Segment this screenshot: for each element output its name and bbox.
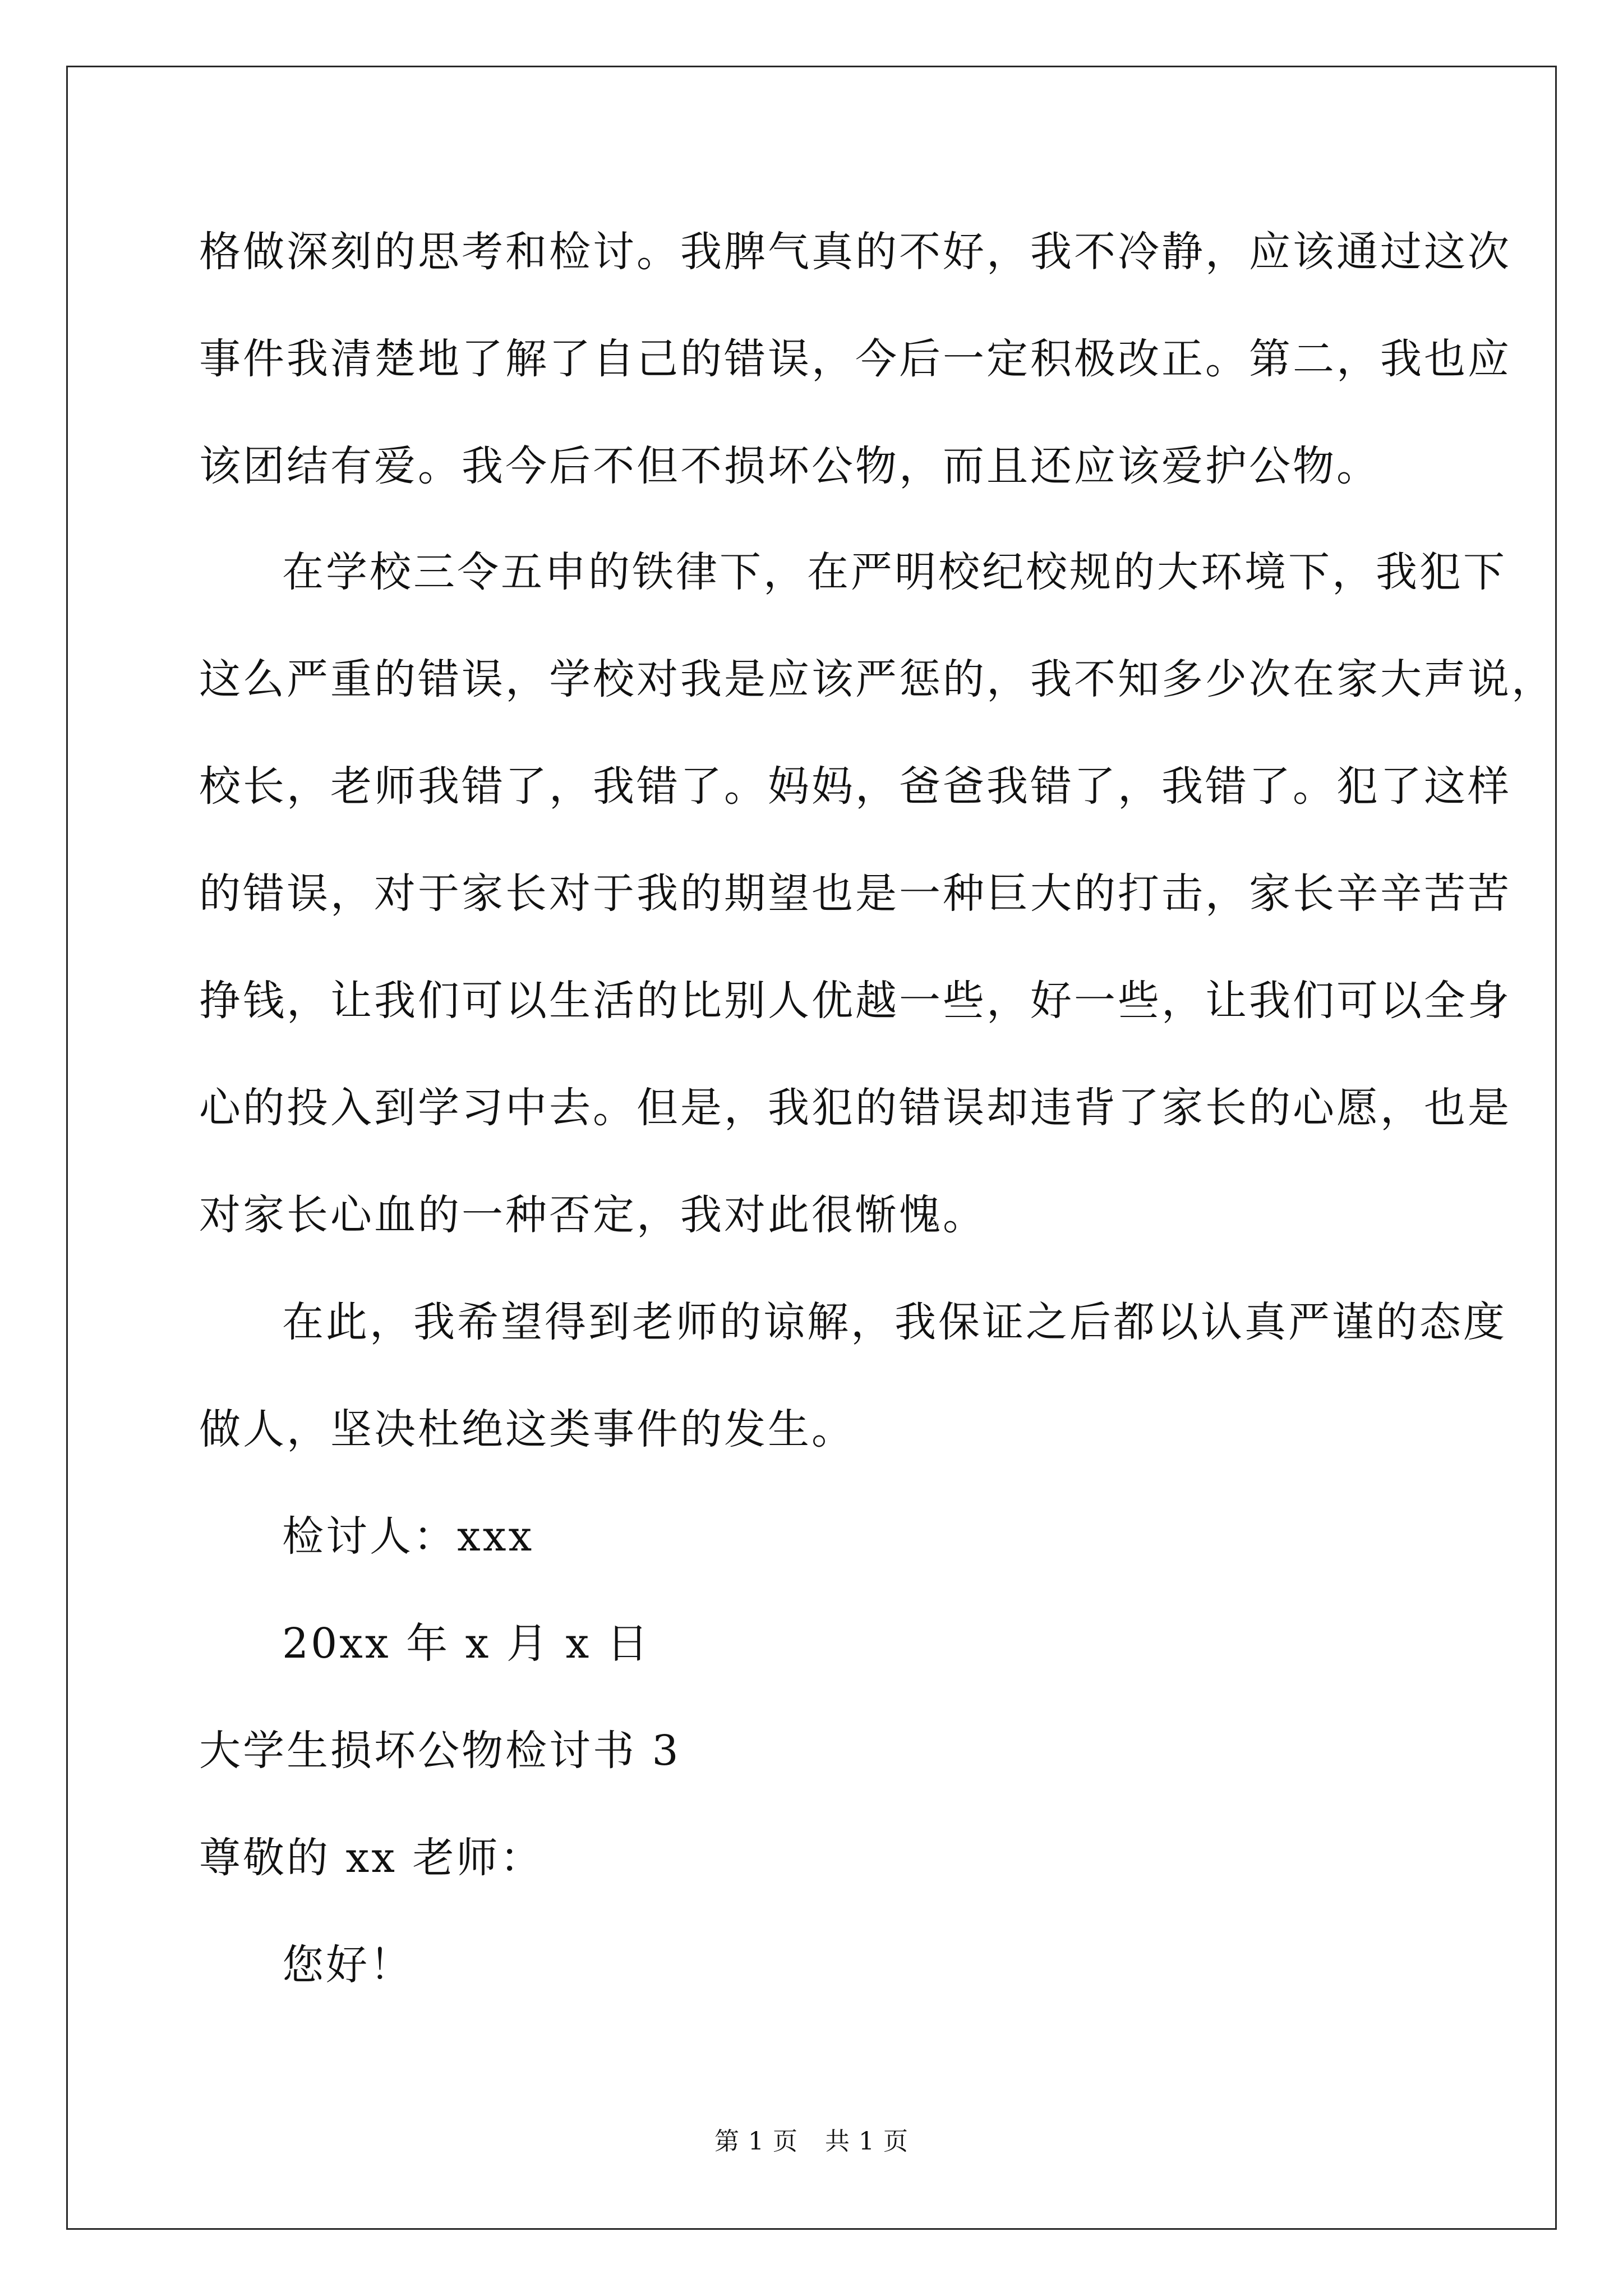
text-line: 校长，老师我错了，我错了。妈妈，爸爸我错了，我错了。犯了这样 (199, 762, 1511, 811)
text-line: 的错误，对于家长对于我的期望也是一种巨大的打击，家长辛辛苦苦 (199, 869, 1511, 918)
text-line: 心的投入到学习中去。但是，我犯的错误却违背了家长的心愿，也是 (199, 1084, 1511, 1132)
text-line: 该团结有爱。我今后不但不损坏公物，而且还应该爱护公物。 (199, 442, 1380, 490)
text-line: 这么严重的错误，学校对我是应该严惩的，我不知多少次在家大声说， (199, 655, 1555, 703)
salutation: 尊敬的 xx 老师： (199, 1834, 544, 1882)
text-line: 格做深刻的思考和检讨。我脾气真的不好，我不冷静，应该通过这次 (199, 228, 1511, 276)
page-border (66, 66, 1557, 2230)
text-line: 事件我清楚地了解了自己的错误，今后一定积极改正。第二，我也应 (199, 335, 1511, 383)
page-footer (0, 2129, 1623, 2154)
section-title: 大学生损坏公物检讨书 3 (199, 1727, 681, 1775)
date-line: 20xx 年 x 月 x 日 (282, 1619, 651, 1668)
paragraph-start-line: 在此，我希望得到老师的谅解，我保证之后都以认真严谨的态度 (282, 1298, 1507, 1346)
text-line: 对家长心血的一种否定，我对此很惭愧。 (199, 1191, 986, 1239)
greeting: 您好！ (282, 1941, 413, 1989)
signature-line: 检讨人：xxx (282, 1512, 534, 1561)
paragraph-start-line: 在学校三令五申的铁律下，在严明校纪校规的大环境下，我犯下 (282, 548, 1507, 596)
page-number: 第 1 页 (714, 2127, 798, 2156)
total-pages: 共 1 页 (825, 2127, 909, 2156)
text-line: 做人，坚决杜绝这类事件的发生。 (199, 1405, 855, 1453)
text-line: 挣钱，让我们可以生活的比别人优越一些，好一些，让我们可以全身 (199, 977, 1511, 1025)
